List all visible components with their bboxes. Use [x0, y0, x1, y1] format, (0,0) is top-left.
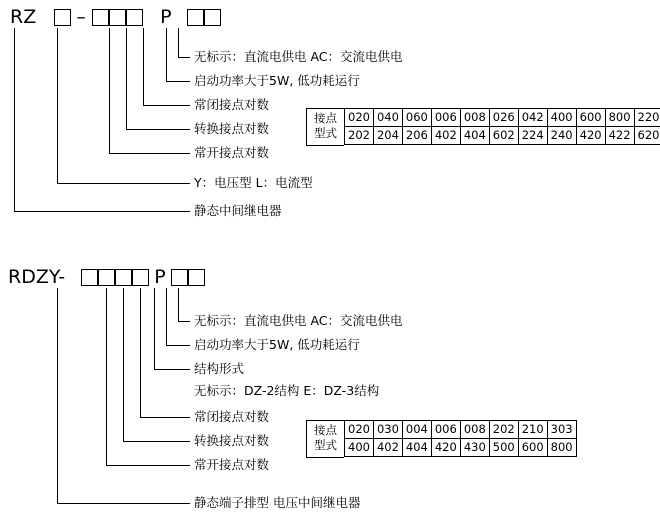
- leader-v-rdzy-3: [154, 288, 155, 369]
- cell-rdzy-r2c1: 400: [345, 439, 374, 457]
- table-rz-values: [344, 108, 660, 145]
- code-letter-p-rdzy: P: [154, 266, 166, 288]
- code-letter-p-rz: P: [160, 6, 172, 28]
- cell-rz-r1c1: 020: [345, 109, 374, 127]
- annotation-rz-5: 常开接点对数: [194, 145, 270, 160]
- cell-rdzy-r1c4: 006: [431, 421, 460, 439]
- code-box-rdzy-6: [188, 269, 205, 286]
- annotation-rdzy-3: 结构形式: [194, 361, 245, 376]
- cell-rz-r2c11: 620: [634, 127, 660, 145]
- leader-v-rdzy-1: [178, 288, 179, 321]
- table-rdzy-header: [306, 420, 344, 458]
- leader-h-rdzy-2: [166, 345, 190, 346]
- leader-v-rdzy-5: [123, 288, 124, 441]
- code-string-rdzy: [8, 268, 205, 287]
- annotation-rz-3: 常闭接点对数: [194, 97, 270, 112]
- code-box-rdzy-2: [98, 269, 115, 286]
- leader-v-rz-4: [126, 28, 127, 129]
- code-dash-rz: –: [76, 6, 86, 28]
- annotation-rdzy-8: 静态端子排型 电压中间继电器: [194, 495, 361, 510]
- leader-h-rdzy-5: [123, 441, 190, 442]
- cell-rz-r1c11: 220: [634, 109, 660, 127]
- leader-h-rz-5: [109, 153, 190, 154]
- leader-v-rz-3: [143, 28, 144, 105]
- cell-rdzy-r2c2: 402: [373, 439, 402, 457]
- code-box-rdzy-4: [132, 269, 149, 286]
- leader-h-rz-1: [178, 57, 190, 58]
- cell-rdzy-r1c8: 303: [547, 421, 576, 439]
- leader-h-rdzy-3: [154, 369, 190, 370]
- table-rdzy-header-line1: 接点: [314, 423, 337, 437]
- cell-rz-r2c3: 206: [402, 127, 431, 145]
- annotation-rz-7: 静态中间继电器: [194, 203, 282, 218]
- table-rdzy-header-line2: 型式: [314, 438, 337, 452]
- leader-v-rdzy-7: [57, 288, 58, 503]
- table-rz-header: [306, 108, 344, 146]
- code-box-rz-3: [109, 9, 126, 26]
- cell-rdzy-r2c7: 600: [518, 439, 547, 457]
- code-prefix-rdzy: RDZY-: [8, 266, 66, 288]
- leader-h-rdzy-7: [57, 503, 190, 504]
- leader-h-rdzy-4: [140, 417, 190, 418]
- code-box-rz-6: [204, 9, 221, 26]
- cell-rdzy-r2c5: 430: [460, 439, 489, 457]
- cell-rdzy-r1c6: 202: [489, 421, 518, 439]
- cell-rdzy-r1c3: 004: [402, 421, 431, 439]
- annotation-rz-1: 无标示：直流电供电 AC：交流电供电: [194, 49, 403, 64]
- cell-rz-r2c7: 224: [518, 127, 547, 145]
- leader-h-rz-3: [143, 105, 190, 106]
- leader-h-rz-6: [57, 183, 190, 184]
- cell-rdzy-r1c2: 030: [373, 421, 402, 439]
- cell-rdzy-r1c5: 008: [460, 421, 489, 439]
- code-box-rdzy-3: [115, 269, 132, 286]
- cell-rz-r2c2: 204: [373, 127, 402, 145]
- annotation-rdzy-7: 常开接点对数: [194, 457, 270, 472]
- cell-rdzy-r2c3: 404: [402, 439, 431, 457]
- cell-rdzy-r1c1: 020: [345, 421, 374, 439]
- annotation-rdzy-5: 常闭接点对数: [194, 409, 270, 424]
- cell-rz-r1c5: 008: [460, 109, 489, 127]
- leader-h-rz-2: [166, 81, 190, 82]
- cell-rdzy-r2c4: 420: [431, 439, 460, 457]
- cell-rz-r2c1: 202: [345, 127, 374, 145]
- leader-v-rdzy-6: [106, 288, 107, 465]
- annotation-rz-4: 转换接点对数: [194, 121, 270, 136]
- code-box-rdzy-1: [81, 269, 98, 286]
- cell-rz-r2c6: 602: [489, 127, 518, 145]
- table-rz-header-line1: 接点: [314, 111, 337, 125]
- cell-rz-r1c6: 026: [489, 109, 518, 127]
- annotation-rz-2: 启动功率大于5W, 低功耗运行: [194, 73, 360, 88]
- leader-v-rz-7: [14, 28, 15, 211]
- cell-rz-r1c3: 060: [402, 109, 431, 127]
- table-row: [345, 109, 660, 127]
- cell-rz-r2c8: 240: [547, 127, 576, 145]
- table-row: [345, 421, 577, 439]
- leader-v-rz-5: [109, 28, 110, 153]
- cell-rz-r2c9: 420: [576, 127, 605, 145]
- leader-h-rdzy-1: [178, 321, 190, 322]
- code-box-rz-5: [187, 9, 204, 26]
- table-rdzy-values: [344, 420, 577, 457]
- cell-rdzy-r1c7: 210: [518, 421, 547, 439]
- cell-rz-r1c7: 042: [518, 109, 547, 127]
- cell-rdzy-r2c8: 800: [547, 439, 576, 457]
- leader-v-rdzy-4: [140, 288, 141, 417]
- cell-rz-r1c8: 400: [547, 109, 576, 127]
- code-box-rz-4: [126, 9, 143, 26]
- leader-v-rz-1: [178, 28, 179, 57]
- annotation-rz-6: Y：电压型 L：电流型: [194, 175, 313, 190]
- cell-rdzy-r2c6: 500: [489, 439, 518, 457]
- leader-h-rz-7: [14, 211, 190, 212]
- annotation-rdzy-4: 无标示：DZ-2结构 E：DZ-3结构: [194, 383, 380, 398]
- cell-rz-r1c10: 800: [605, 109, 634, 127]
- annotation-rdzy-1: 无标示：直流电供电 AC：交流电供电: [194, 313, 403, 328]
- leader-v-rdzy-2: [166, 288, 167, 345]
- table-row: [345, 439, 577, 457]
- annotation-rdzy-6: 转换接点对数: [194, 433, 270, 448]
- code-string-rz: [10, 8, 221, 27]
- code-box-rdzy-5: [171, 269, 188, 286]
- cell-rz-r2c4: 402: [431, 127, 460, 145]
- code-prefix-rz: RZ: [10, 6, 37, 28]
- code-box-rz-1: [54, 9, 71, 26]
- table-rz-header-line2: 型式: [314, 126, 337, 140]
- leader-h-rz-4: [126, 129, 190, 130]
- cell-rz-r1c9: 600: [576, 109, 605, 127]
- leader-v-rz-6: [57, 28, 58, 183]
- leader-v-rz-2: [166, 28, 167, 81]
- cell-rz-r2c10: 422: [605, 127, 634, 145]
- annotation-rdzy-2: 启动功率大于5W, 低功耗运行: [194, 337, 360, 352]
- leader-h-rdzy-6: [106, 465, 190, 466]
- code-box-rz-2: [92, 9, 109, 26]
- cell-rz-r1c4: 006: [431, 109, 460, 127]
- table-row: [345, 127, 660, 145]
- cell-rz-r1c2: 040: [373, 109, 402, 127]
- cell-rz-r2c5: 404: [460, 127, 489, 145]
